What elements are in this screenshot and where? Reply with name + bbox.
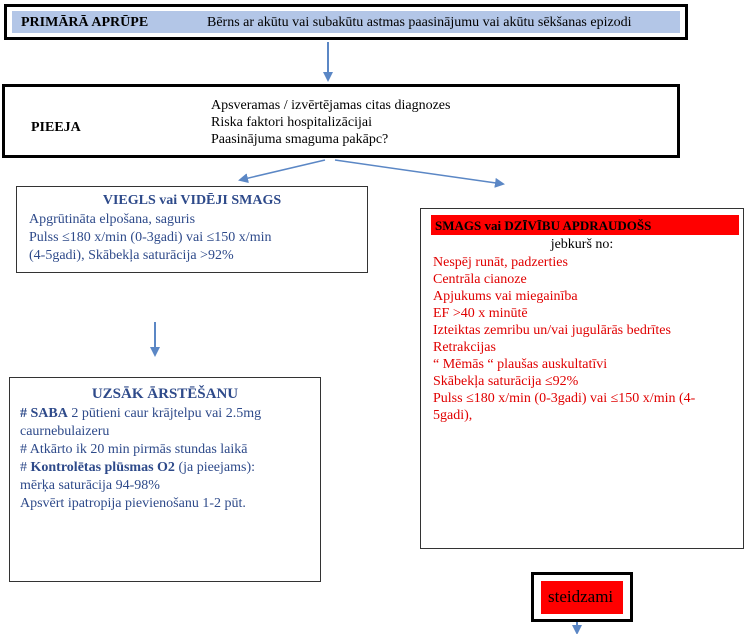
approach-box bbox=[2, 84, 680, 158]
arrow-approach-to-mild bbox=[240, 160, 325, 180]
severe-list bbox=[433, 254, 733, 424]
mild-item: (4-5gadi), Skābekļa saturācija >92% bbox=[29, 248, 234, 263]
severe-title: SMAGS vai DZĪVĪBU APDRAUDOŠS bbox=[435, 218, 652, 233]
severe-item: “ Mēmās “ plaušas auskultatīvi bbox=[433, 357, 608, 372]
severe-item: 5gadi), bbox=[433, 408, 473, 423]
start-treatment-list bbox=[20, 405, 310, 513]
urgent-box bbox=[531, 572, 633, 622]
severe-item: Izteiktas zemribu un/vai jugulārās bedrītes bbox=[433, 323, 671, 338]
approach-item: Apsveramas / izvērtējamas citas diagnozes bbox=[211, 98, 451, 113]
severe-item: Retrakcijas bbox=[433, 340, 496, 355]
severe-life-threatening-box bbox=[420, 208, 744, 549]
mild-item: Pulss ≤180 x/min (0-3gadi) vai ≤150 x/min bbox=[29, 230, 272, 245]
primary-care-box bbox=[4, 4, 688, 40]
arrow-approach-to-severe bbox=[335, 160, 503, 184]
mild-moderate-title: VIEGLS vai VIDĒJI SMAGS bbox=[102, 193, 282, 208]
approach-item: Paasinājuma smaguma pakāpc? bbox=[211, 132, 389, 147]
mild-moderate-box bbox=[16, 186, 368, 273]
severe-item: EF >40 x minūtē bbox=[433, 306, 528, 321]
treatment-prefix: # bbox=[20, 460, 31, 475]
severe-subtitle: jebkurš no: bbox=[550, 237, 614, 252]
treatment-item: Apsvērt ipatropija pievienošanu 1-2 pūt. bbox=[20, 496, 246, 511]
approach-item: Riska faktori hospitalizācijai bbox=[211, 115, 372, 130]
start-treatment-box bbox=[9, 377, 321, 582]
approach-list bbox=[211, 97, 450, 148]
treatment-prefix: # bbox=[20, 406, 31, 421]
severe-item: Centrāla cianoze bbox=[433, 272, 527, 287]
mild-moderate-list bbox=[29, 211, 359, 265]
treatment-text: (ja pieejams): bbox=[174, 460, 256, 475]
treatment-item: mērķa saturācija 94-98% bbox=[20, 478, 160, 493]
primary-care-text: Bērns ar akūtu vai subakūtu astmas paasinājumu vai akūtu sēkšanas epizodi bbox=[207, 15, 632, 30]
treatment-text: 2 pūtieni caur krājtelpu vai 2.5mg bbox=[67, 406, 262, 421]
severe-item: Skābekļa saturācija ≤92% bbox=[433, 374, 579, 389]
severe-item: Apjukums vai miegainība bbox=[433, 289, 578, 304]
start-treatment-title: UZSĀK ĀRSTĒŠANU bbox=[91, 386, 239, 402]
treatment-item bbox=[20, 459, 310, 477]
primary-care-title: PRIMĀRĀ APRŪPE bbox=[21, 15, 149, 30]
approach-title: PIEEJA bbox=[31, 120, 81, 135]
treatment-item bbox=[20, 405, 310, 423]
severe-item: Nespēj runāt, padzerties bbox=[433, 255, 568, 270]
treatment-bold: SABA bbox=[30, 406, 68, 421]
urgent-label: steidzami bbox=[548, 587, 614, 606]
treatment-item: caurnebulaizeru bbox=[20, 424, 110, 439]
mild-item: Apgrūtināta elpošana, saguris bbox=[29, 212, 196, 227]
severe-item: Pulss ≤180 x/min (0-3gadi) vai ≤150 x/min (4- bbox=[433, 391, 696, 406]
treatment-bold: Kontrolētas plūsmas O2 bbox=[30, 460, 175, 475]
treatment-item: # Atkārto ik 20 min pirmās stundas laikā bbox=[20, 442, 248, 457]
